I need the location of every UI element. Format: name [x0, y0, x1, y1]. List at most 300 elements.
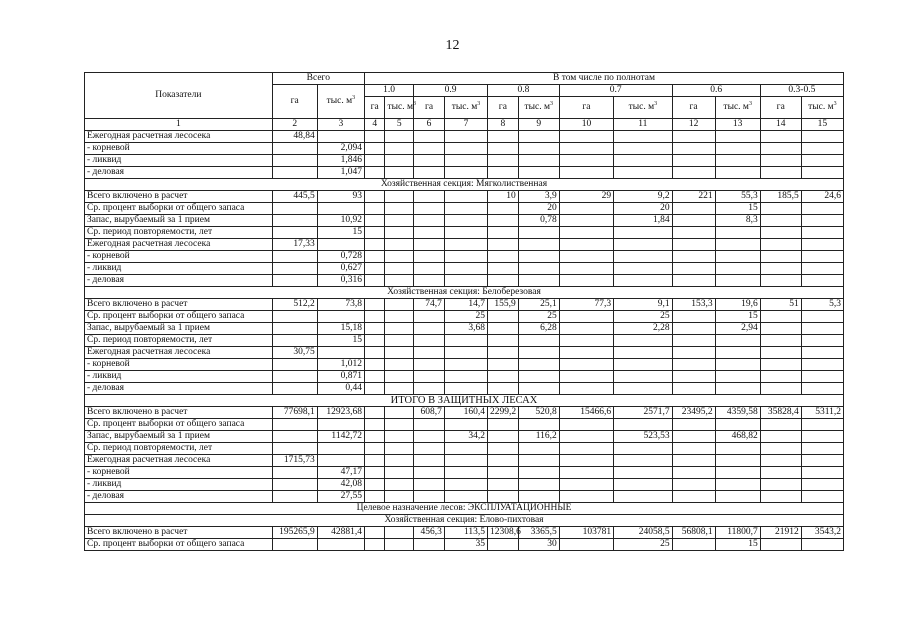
table-cell: 1142,72	[317, 431, 364, 443]
table-cell: 15	[715, 311, 760, 323]
table-cell	[715, 443, 760, 455]
table-cell	[760, 311, 801, 323]
table-row	[85, 323, 844, 335]
table-cell	[801, 227, 843, 239]
column-number: 2	[272, 119, 317, 131]
table-cell: 0,627	[317, 263, 364, 275]
table-cell	[672, 479, 715, 491]
table-cell	[559, 131, 613, 143]
density-header: 0.6	[672, 85, 760, 97]
table-cell: 12923,68	[317, 407, 364, 419]
table-cell	[487, 275, 518, 287]
table-cell	[760, 251, 801, 263]
table-cell	[559, 491, 613, 503]
table-cell	[364, 419, 385, 431]
table-cell	[317, 311, 364, 323]
table-cell: 24,6	[801, 191, 843, 203]
table-cell: 195265,9	[272, 527, 317, 539]
table-cell	[801, 347, 843, 359]
table-cell: 73,8	[317, 299, 364, 311]
table-cell: 0,316	[317, 275, 364, 287]
section-heading-row	[85, 287, 844, 299]
table-cell	[444, 275, 487, 287]
table-cell	[272, 311, 317, 323]
table-cell	[364, 203, 385, 215]
table-cell	[518, 467, 559, 479]
table-row	[85, 383, 844, 395]
table-cell	[672, 275, 715, 287]
ha-subheader: га	[559, 97, 613, 119]
volume-subheader: тыс. $м^3$	[518, 97, 559, 119]
table-cell	[385, 539, 414, 551]
table-cell	[272, 539, 317, 551]
section-heading: Целевое назначение лесов: ЭКСПЛУАТАЦИОННЫЕ	[85, 503, 844, 515]
table-cell	[559, 203, 613, 215]
table-cell	[444, 155, 487, 167]
indicators-header: Показатели	[85, 73, 273, 119]
table-cell	[385, 443, 414, 455]
column-number: 5	[385, 119, 414, 131]
table-cell	[414, 131, 445, 143]
table-cell	[414, 227, 445, 239]
table-cell	[414, 431, 445, 443]
table-cell	[444, 443, 487, 455]
table-cell	[444, 191, 487, 203]
table-cell	[487, 251, 518, 263]
table-cell	[614, 167, 672, 179]
table-cell	[614, 275, 672, 287]
table-cell	[414, 419, 445, 431]
table-cell	[760, 335, 801, 347]
table-cell	[414, 203, 445, 215]
table-cell	[414, 215, 445, 227]
total-ha-header: га	[272, 85, 317, 119]
table-cell	[444, 383, 487, 395]
table-row	[85, 239, 844, 251]
table-cell	[518, 227, 559, 239]
row-label: - деловая	[85, 275, 273, 287]
table-cell	[444, 335, 487, 347]
table-cell	[364, 467, 385, 479]
density-header: 0.3-0.5	[760, 85, 843, 97]
table-cell	[487, 491, 518, 503]
table-cell	[672, 383, 715, 395]
table-cell	[414, 167, 445, 179]
table-cell	[715, 335, 760, 347]
table-cell	[801, 275, 843, 287]
table-cell	[672, 251, 715, 263]
table-cell	[364, 347, 385, 359]
row-label: Всего включено в расчет	[85, 527, 273, 539]
table-cell: 4359,58	[715, 407, 760, 419]
column-number: 15	[801, 119, 843, 131]
section-heading: Хозяйственная секция: Белоберезовая	[85, 287, 844, 299]
table-cell	[414, 275, 445, 287]
table-cell: 20	[614, 203, 672, 215]
table-row	[85, 443, 844, 455]
table-cell	[518, 335, 559, 347]
table-cell	[444, 143, 487, 155]
table-cell	[559, 431, 613, 443]
table-cell	[385, 383, 414, 395]
table-cell	[672, 419, 715, 431]
density-header: 0.9	[414, 85, 488, 97]
table-cell	[414, 455, 445, 467]
table-cell: 93	[317, 191, 364, 203]
table-row	[85, 191, 844, 203]
table-cell: 3,9	[518, 191, 559, 203]
table-cell	[385, 371, 414, 383]
table-cell	[760, 419, 801, 431]
table-row	[85, 167, 844, 179]
table-cell	[672, 491, 715, 503]
table-cell	[414, 539, 445, 551]
table-cell	[272, 275, 317, 287]
table-cell: 1,84	[614, 215, 672, 227]
table-cell	[317, 131, 364, 143]
table-row	[85, 527, 844, 539]
table-cell	[672, 155, 715, 167]
table-cell	[801, 419, 843, 431]
table-cell	[487, 323, 518, 335]
table-cell	[760, 443, 801, 455]
table-cell	[614, 335, 672, 347]
table-cell: 25	[614, 311, 672, 323]
table-cell	[364, 155, 385, 167]
table-cell	[444, 359, 487, 371]
table-row	[85, 143, 844, 155]
table-cell	[385, 131, 414, 143]
table-cell	[364, 359, 385, 371]
table-cell: 47,17	[317, 467, 364, 479]
table-cell	[414, 323, 445, 335]
table-cell	[385, 263, 414, 275]
table-row	[85, 479, 844, 491]
table-cell	[715, 251, 760, 263]
table-cell	[385, 419, 414, 431]
table-cell: 3543,2	[801, 527, 843, 539]
table-cell	[487, 467, 518, 479]
table-cell	[414, 311, 445, 323]
table-cell: 35828,4	[760, 407, 801, 419]
table-row	[85, 431, 844, 443]
table-cell	[487, 419, 518, 431]
table-cell	[801, 539, 843, 551]
table-cell	[672, 203, 715, 215]
table-cell	[760, 491, 801, 503]
density-header: 1.0	[364, 85, 413, 97]
table-cell: 55,3	[715, 191, 760, 203]
table-cell: 42881,4	[317, 527, 364, 539]
table-cell	[518, 479, 559, 491]
row-label: - корневой	[85, 251, 273, 263]
table-cell: 11800,7	[715, 527, 760, 539]
table-row	[85, 335, 844, 347]
table-cell: 14,7	[444, 299, 487, 311]
table-cell	[414, 191, 445, 203]
table-cell	[385, 215, 414, 227]
table-cell	[414, 347, 445, 359]
table-cell: 2,094	[317, 143, 364, 155]
table-row	[85, 455, 844, 467]
table-cell	[364, 323, 385, 335]
table-cell	[801, 335, 843, 347]
table-cell	[801, 491, 843, 503]
table-cell	[715, 239, 760, 251]
table-cell: 21912	[760, 527, 801, 539]
table-cell	[760, 131, 801, 143]
row-label: Ср. период повторяемости, лет	[85, 443, 273, 455]
table-cell	[317, 347, 364, 359]
table-cell	[272, 491, 317, 503]
table-row	[85, 491, 844, 503]
table-cell	[385, 311, 414, 323]
table-cell: 185,5	[760, 191, 801, 203]
table-cell	[385, 239, 414, 251]
table-cell	[518, 131, 559, 143]
table-cell	[518, 491, 559, 503]
table-cell	[414, 239, 445, 251]
table-cell	[801, 467, 843, 479]
table-cell	[487, 359, 518, 371]
table-cell	[672, 371, 715, 383]
table-cell	[364, 479, 385, 491]
table-cell: 25	[518, 311, 559, 323]
table-cell	[801, 215, 843, 227]
table-cell	[715, 167, 760, 179]
table-cell	[614, 155, 672, 167]
table-cell	[715, 359, 760, 371]
ha-subheader: га	[364, 97, 385, 119]
table-cell	[364, 491, 385, 503]
table-cell	[801, 311, 843, 323]
table-cell	[760, 215, 801, 227]
column-number: 9	[518, 119, 559, 131]
table-cell	[518, 263, 559, 275]
incl-by-density-header: В том числе по полнотам	[364, 73, 843, 85]
column-number: 11	[614, 119, 672, 131]
table-cell	[487, 203, 518, 215]
row-label: - деловая	[85, 167, 273, 179]
table-row	[85, 203, 844, 215]
table-cell	[385, 467, 414, 479]
table-cell	[614, 383, 672, 395]
table-cell	[364, 431, 385, 443]
table-cell	[317, 239, 364, 251]
row-label: - ликвид	[85, 155, 273, 167]
row-label: - ликвид	[85, 479, 273, 491]
table-cell	[364, 263, 385, 275]
table-cell	[385, 203, 414, 215]
table-row	[85, 263, 844, 275]
row-label: Ежегодная расчетная лесосека	[85, 455, 273, 467]
table-cell: 25,1	[518, 299, 559, 311]
table-cell	[487, 227, 518, 239]
table-cell	[559, 455, 613, 467]
table-cell	[715, 347, 760, 359]
table-cell: 48,84	[272, 131, 317, 143]
table-cell: 0,44	[317, 383, 364, 395]
table-cell	[272, 215, 317, 227]
table-cell	[444, 167, 487, 179]
table-cell	[364, 407, 385, 419]
table-cell	[518, 143, 559, 155]
table-cell	[715, 131, 760, 143]
table-cell	[614, 371, 672, 383]
table-cell	[444, 239, 487, 251]
table-cell: 2571,7	[614, 407, 672, 419]
table-cell	[272, 371, 317, 383]
column-number: 3	[317, 119, 364, 131]
table-cell	[364, 527, 385, 539]
table-cell	[801, 371, 843, 383]
table-cell: 29	[559, 191, 613, 203]
table-cell	[364, 131, 385, 143]
table-cell	[487, 383, 518, 395]
table-cell: 10	[487, 191, 518, 203]
table-cell	[672, 167, 715, 179]
row-label: - деловая	[85, 491, 273, 503]
table-cell: 9,1	[614, 299, 672, 311]
volume-subheader: тыс. $м^3$	[444, 97, 487, 119]
table-cell	[364, 227, 385, 239]
table-cell	[559, 479, 613, 491]
table-cell	[614, 263, 672, 275]
table-cell	[614, 491, 672, 503]
table-cell: 0,728	[317, 251, 364, 263]
row-label: - ликвид	[85, 263, 273, 275]
table-cell	[385, 191, 414, 203]
table-row	[85, 347, 844, 359]
table-cell	[364, 335, 385, 347]
table-cell	[444, 131, 487, 143]
table-cell	[444, 479, 487, 491]
table-cell	[715, 371, 760, 383]
table-row	[85, 371, 844, 383]
table-cell	[487, 239, 518, 251]
table-cell: 15	[715, 539, 760, 551]
table-cell	[414, 371, 445, 383]
table-cell	[715, 143, 760, 155]
table-cell	[559, 443, 613, 455]
table-cell	[487, 155, 518, 167]
table-cell: 1,846	[317, 155, 364, 167]
table-cell	[672, 323, 715, 335]
table-cell	[672, 539, 715, 551]
table-cell: 42,08	[317, 479, 364, 491]
column-number: 7	[444, 119, 487, 131]
table-cell: 523,53	[614, 431, 672, 443]
table-cell: 51	[760, 299, 801, 311]
table-cell	[801, 443, 843, 455]
table-cell	[444, 491, 487, 503]
table-cell	[487, 479, 518, 491]
table-cell: 27,55	[317, 491, 364, 503]
table-cell	[559, 335, 613, 347]
volume-subheader: тыс. $м^3$	[614, 97, 672, 119]
row-label: Запас, вырубаемый за 1 прием	[85, 323, 273, 335]
table-cell: 103781	[559, 527, 613, 539]
table-cell	[487, 263, 518, 275]
table-cell	[760, 359, 801, 371]
table-cell	[760, 539, 801, 551]
row-label: - корневой	[85, 359, 273, 371]
table-cell	[364, 455, 385, 467]
table-cell: 25	[614, 539, 672, 551]
table-cell	[444, 419, 487, 431]
table-cell	[559, 155, 613, 167]
row-label: Запас, вырубаемый за 1 прием	[85, 431, 273, 443]
row-label: - корневой	[85, 467, 273, 479]
table-cell	[364, 239, 385, 251]
table-cell	[444, 263, 487, 275]
table-cell	[614, 479, 672, 491]
table-cell	[760, 239, 801, 251]
ha-subheader: га	[760, 97, 801, 119]
table-cell	[801, 263, 843, 275]
table-cell	[385, 347, 414, 359]
table-cell	[518, 371, 559, 383]
table-cell: 25	[444, 311, 487, 323]
table-cell	[385, 335, 414, 347]
table-cell	[760, 275, 801, 287]
table-cell: 512,2	[272, 299, 317, 311]
table-cell	[487, 143, 518, 155]
row-label: Ср. период повторяемости, лет	[85, 227, 273, 239]
table-cell	[672, 455, 715, 467]
table-cell	[487, 335, 518, 347]
table-cell	[317, 203, 364, 215]
table-cell: 34,2	[444, 431, 487, 443]
table-cell	[385, 227, 414, 239]
table-cell	[444, 455, 487, 467]
table-cell	[317, 419, 364, 431]
row-label: Ср. процент выборки от общего запаса	[85, 419, 273, 431]
table-cell	[518, 419, 559, 431]
table-cell	[272, 419, 317, 431]
table-cell	[614, 443, 672, 455]
table-cell: 30,75	[272, 347, 317, 359]
table-header	[85, 73, 844, 131]
table-cell	[614, 227, 672, 239]
table-cell	[518, 239, 559, 251]
table-cell: 19,6	[715, 299, 760, 311]
table-cell	[385, 479, 414, 491]
table-cell	[760, 263, 801, 275]
row-label: Ср. процент выборки от общего запаса	[85, 203, 273, 215]
table-cell	[518, 167, 559, 179]
table-cell	[518, 251, 559, 263]
row-label: Всего включено в расчет	[85, 299, 273, 311]
table-cell	[487, 539, 518, 551]
row-label: Ср. период повторяемости, лет	[85, 335, 273, 347]
table-cell	[559, 467, 613, 479]
table-cell	[559, 371, 613, 383]
table-cell	[672, 467, 715, 479]
table-cell	[801, 167, 843, 179]
volume-subheader: тыс. $м^3$	[715, 97, 760, 119]
section-heading: ИТОГО В ЗАЩИТНЫХ ЛЕСАХ	[85, 395, 844, 407]
table-cell	[760, 479, 801, 491]
table-cell	[715, 491, 760, 503]
table-cell	[760, 203, 801, 215]
table-cell: 5,3	[801, 299, 843, 311]
table-cell	[559, 359, 613, 371]
table-cell	[272, 143, 317, 155]
table-row	[85, 419, 844, 431]
table-cell	[801, 143, 843, 155]
table-cell: 1715,73	[272, 455, 317, 467]
